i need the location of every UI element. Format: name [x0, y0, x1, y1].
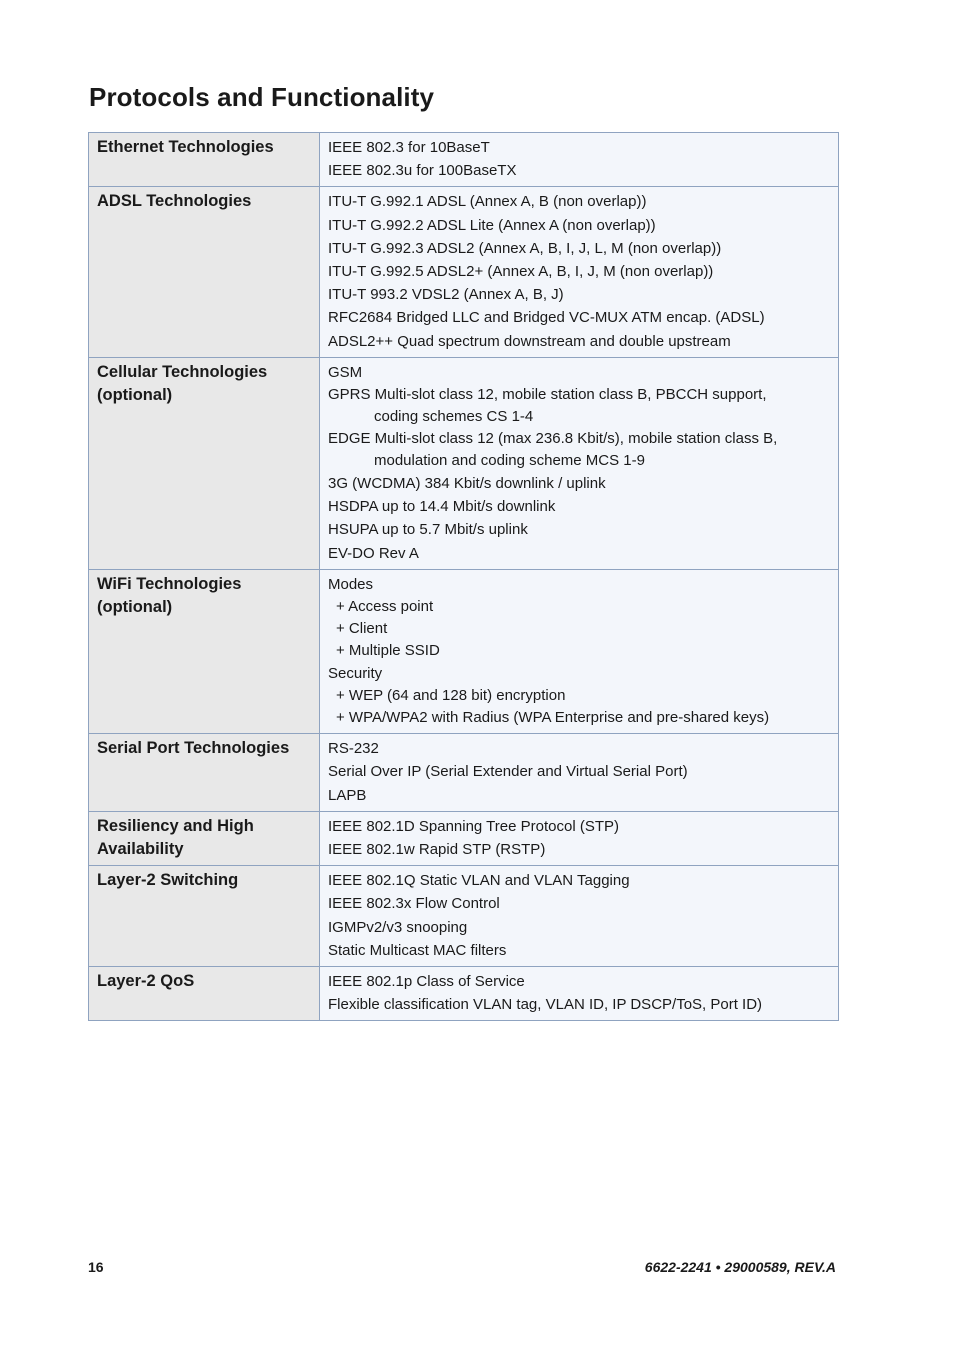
spec-line — [328, 306, 830, 329]
row-label-cell — [89, 187, 320, 357]
row-label: ADSL Technologies — [97, 192, 252, 211]
spec-text: + Multiple SSID — [336, 642, 440, 660]
spec-text: Static Multicast MAC filters — [328, 941, 507, 959]
spec-text: + WEP (64 and 128 bit) encryption — [336, 687, 566, 705]
spec-text: EDGE Multi-slot class 12 (max 236.8 Kbit/s), mobile station class B, — [328, 430, 778, 448]
row-label: WiFi Technologies — [97, 574, 242, 593]
spec-line — [328, 784, 830, 807]
row-label: (optional) — [97, 386, 173, 405]
spec-line — [328, 190, 830, 213]
spec-line — [328, 869, 830, 892]
table-row — [89, 357, 839, 569]
spec-line — [328, 916, 830, 939]
row-value-cell — [320, 866, 839, 967]
row-label-cell — [89, 866, 320, 967]
table-row — [89, 133, 839, 187]
row-label: Layer-2 Switching — [97, 871, 239, 890]
spec-text: EV-DO Rev A — [328, 544, 419, 562]
page-title: Protocols and Functionality — [89, 82, 435, 112]
spec-text: + Client — [336, 620, 388, 638]
spec-text: GPRS Multi-slot class 12, mobile station class B, PBCCH support, — [328, 386, 767, 404]
spec-text: Serial Over IP (Serial Extender and Virtual Serial Port) — [328, 763, 688, 781]
spec-text: ADSL2++ Quad spectrum downstream and double upstream — [328, 332, 731, 350]
spec-text: IEEE 802.3u for 100BaseTX — [328, 162, 517, 180]
spec-line — [328, 737, 830, 760]
row-label-cell — [89, 133, 320, 187]
row-value-cell — [320, 811, 839, 865]
spec-text: ITU-T G.992.3 ADSL2 (Annex A, B, I, J, L, M (non overlap)) — [328, 239, 722, 257]
table-row — [89, 734, 839, 812]
page-number: 16 — [88, 1259, 104, 1275]
row-label-cell — [89, 811, 320, 865]
spec-text: GSM — [328, 363, 363, 381]
spec-line — [328, 260, 830, 283]
protocols-table-body — [89, 133, 839, 1021]
row-value-cell — [320, 187, 839, 357]
spec-line — [328, 214, 830, 237]
table-row — [89, 187, 839, 357]
row-label-cell — [89, 569, 320, 733]
spec-line — [328, 939, 830, 962]
table-row — [89, 569, 839, 733]
spec-line — [328, 237, 830, 260]
spec-text-continuation: modulation and coding scheme MCS 1-9 — [374, 452, 645, 470]
spec-line — [328, 542, 830, 565]
row-label-cell — [89, 967, 320, 1021]
spec-line — [328, 384, 830, 428]
row-label-cell — [89, 357, 320, 569]
spec-text: ITU-T G.992.2 ADSL Lite (Annex A (non overlap)) — [328, 216, 656, 234]
spec-line — [328, 136, 830, 159]
spec-text: ITU-T G.992.5 ADSL2+ (Annex A, B, I, J, M (non overlap)) — [328, 263, 714, 281]
row-label: Cellular Technologies — [97, 362, 268, 381]
spec-text: IEEE 802.1Q Static VLAN and VLAN Tagging — [328, 872, 630, 890]
spec-text: RS-232 — [328, 740, 379, 758]
spec-text-continuation: coding schemes CS 1-4 — [374, 408, 534, 426]
spec-text: RFC2684 Bridged LLC and Bridged VC-MUX ATM encap. (ADSL) — [328, 309, 765, 327]
spec-line — [328, 685, 830, 707]
spec-text: IEEE 802.1w Rapid STP (RSTP) — [328, 841, 546, 859]
row-label: (optional) — [97, 598, 173, 617]
spec-text: ITU-T 993.2 VDSL2 (Annex A, B, J) — [328, 286, 564, 304]
spec-line — [328, 472, 830, 495]
spec-text: ITU-T G.992.1 ADSL (Annex A, B (non overlap)) — [328, 193, 647, 211]
spec-text: IEEE 802.3x Flow Control — [328, 895, 500, 913]
spec-line — [328, 495, 830, 518]
spec-text: + Access point — [336, 598, 434, 616]
spec-line — [328, 640, 830, 662]
spec-line — [328, 662, 830, 685]
spec-text: HSDPA up to 14.4 Mbit/s downlink — [328, 498, 556, 516]
spec-line — [328, 815, 830, 838]
spec-line — [328, 283, 830, 306]
spec-line — [328, 892, 830, 915]
spec-text: Modes — [328, 575, 374, 593]
spec-text: HSUPA up to 5.7 Mbit/s uplink — [328, 521, 528, 539]
row-value-cell — [320, 734, 839, 812]
spec-line — [328, 618, 830, 640]
spec-line — [328, 970, 830, 993]
spec-text: 3G (WCDMA) 384 Kbit/s downlink / uplink — [328, 475, 606, 493]
row-label: Serial Port Technologies — [97, 739, 290, 758]
spec-text: Security — [328, 665, 383, 683]
protocols-table — [88, 132, 839, 1021]
row-value-cell — [320, 569, 839, 733]
spec-line — [328, 573, 830, 596]
spec-line — [328, 518, 830, 541]
row-label: Layer-2 QoS — [97, 972, 195, 991]
spec-line — [328, 361, 830, 384]
table-row — [89, 967, 839, 1021]
row-label: Resiliency and High — [97, 816, 254, 835]
spec-text: IEEE 802.3 for 10BaseT — [328, 139, 490, 156]
spec-line — [328, 596, 830, 618]
table-row — [89, 811, 839, 865]
spec-line — [328, 838, 830, 861]
row-label: Ethernet Technologies — [97, 138, 274, 156]
row-label: Availability — [97, 840, 184, 859]
spec-line — [328, 993, 830, 1016]
row-value-cell — [320, 967, 839, 1021]
spec-text: Flexible classification VLAN tag, VLAN ID, IP DSCP/ToS, Port ID) — [328, 996, 763, 1014]
document-reference: 6622-2241 • 29000589, REV.A — [644, 1259, 836, 1275]
spec-line — [328, 159, 830, 182]
spec-line — [328, 428, 830, 472]
row-value-cell — [320, 357, 839, 569]
spec-text: IEEE 802.1p Class of Service — [328, 973, 525, 991]
spec-text: + WPA/WPA2 with Radius (WPA Enterprise and pre-shared keys) — [336, 709, 770, 727]
spec-line — [328, 760, 830, 783]
spec-text: IGMPv2/v3 snooping — [328, 918, 468, 936]
row-value-cell — [320, 133, 839, 187]
spec-line — [328, 707, 830, 729]
spec-text: LAPB — [328, 786, 367, 804]
table-row — [89, 866, 839, 967]
spec-line — [328, 330, 830, 353]
row-label-cell — [89, 734, 320, 812]
spec-text: IEEE 802.1D Spanning Tree Protocol (STP) — [328, 817, 619, 835]
